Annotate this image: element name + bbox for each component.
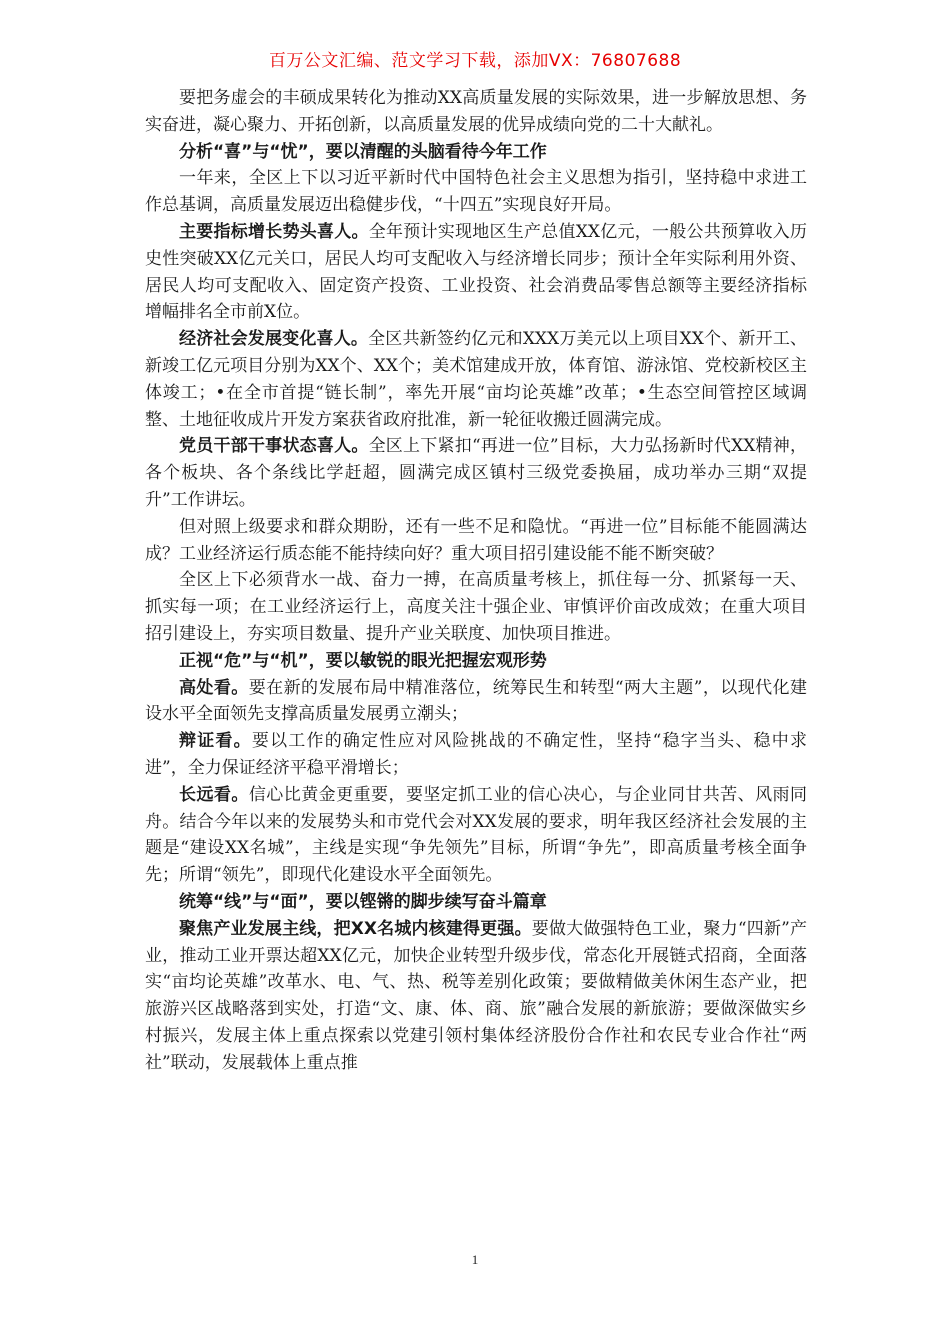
section-heading: 正视“危”与“机”，要以敏锐的眼光把握宏观形势	[179, 650, 547, 671]
paragraph-text: 信心比黄金更重要，要坚定抓工业的信心决心，与企业同甘共苦、风雨同舟。结合今年以来的发展势头和市党代会对XX发展的要求，明年我区经济社会发展的主题是“建设XX名城”，主线是实现“争先领先”目标，所谓“争先”，即高质量考核全面争先；所谓“领先”，即现代化建设水平全面领先。	[145, 784, 808, 886]
paragraph	[145, 85, 807, 139]
paragraph	[145, 219, 807, 326]
paragraph-lead: 经济社会发展变化喜人。	[179, 329, 369, 350]
paragraph-text: 要把务虚会的丰硕成果转化为推动XX高质量发展的实际效果，进一步解放思想、务实奋进，凝心聚力、开拓创新，以高质量发展的优异成绩向党的二十大献礼。	[145, 88, 807, 135]
page-number: 1	[471, 1252, 479, 1267]
paragraph-lead: 长远看。	[179, 784, 249, 805]
paragraph-text: 全区上下紧扣“再进一位”目标，大力弘扬新时代XX精神，各个板块、各个条线比学赶超，圆满完成区镇村三级党委换届，成功举办三期“双提升”工作讲坛。	[145, 436, 808, 510]
paragraph-text: 但对照上级要求和群众期盼，还有一些不足和隐忧。“再进一位”目标能不能圆满达成？工业经济运行质态能不能持续向好？重大项目招引建设能不能不断突破？	[145, 516, 807, 564]
paragraph-lead: 辩证看。	[179, 731, 252, 752]
paragraph-lead: 聚焦产业发展主线，把XX名城内核建得更强。	[179, 918, 532, 939]
paragraph-lead: 高处看。	[179, 677, 249, 698]
paragraph-lead: 党员干部干事状态喜人。	[179, 436, 369, 457]
paragraph-text: 要做大做强特色工业，聚力“四新”产业，推动工业开票达超XX亿元，加快企业转型升级步伐，常态化开展链式招商，全面落实“亩均论英雄”改革水、电、气、热、税等差别化政策；要做精做美休闲生态产业，把旅游兴区战略落到实处，打造“文、康、体、商、旅”融合发展的新旅游；要做深做实乡村振兴，发展主体上重点探索以党建引领村集体经济股份合作社和农民专业合作社“两社”联动，发展载体上重点推	[145, 918, 807, 1073]
document-body	[145, 85, 807, 1076]
paragraph	[145, 165, 807, 219]
paragraph-text: 全区共新签约亿元和XXX万美元以上项目XX个、新开工、新竣工亿元项目分别为XX个、XX个；美术馆建成开放，体育馆、游泳馆、党校新校区主体竣工；•在全市首提“链长制”，率先开展“亩均论英雄”改革；•生态空间管控区域调整、土地征收成片开发方案获省政府批准，新一轮征收搬迁圆满完成。	[145, 329, 808, 430]
paragraph-text: 要以工作的确定性应对风险挑战的不确定性，坚持“稳字当头、稳中求进”，全力保证经济平稳平滑增长；	[145, 731, 807, 778]
paragraph-text: 要在新的发展布局中精准落位，统筹民生和转型“两大主题”，以现代化建设水平全面领先支撑高质量发展勇立潮头；	[145, 677, 807, 725]
paragraph-lead: 主要指标增长势头喜人。	[179, 221, 369, 242]
paragraph	[145, 433, 807, 513]
watermark-header: 百万公文汇编、范文学习下载，添加VX：76807688	[268, 51, 682, 71]
paragraph	[145, 728, 807, 782]
paragraph	[145, 567, 807, 647]
paragraph	[145, 514, 807, 568]
paragraph-text: 全年预计实现地区生产总值XX亿元，一般公共预算收入历史性突破XX亿元关口，居民人均可支配收入与经济增长同步；预计全年实际利用外资、居民人均可支配收入、固定资产投资、工业投资、社会消费品零售总额等主要经济指标增幅排名全市前X位。	[145, 221, 807, 323]
paragraph-text: 一年来，全区上下以习近平新时代中国特色社会主义思想为指引，坚持稳中求进工作总基调，高质量发展迈出稳健步伐，“十四五”实现良好开局。	[145, 168, 807, 216]
paragraph	[145, 326, 807, 433]
paragraph	[145, 782, 807, 889]
section-heading: 统筹“线”与“面”，要以铿锵的脚步续写奋斗篇章	[179, 891, 547, 912]
paragraph	[145, 916, 807, 1077]
paragraph-text: 全区上下必须背水一战、奋力一搏，在高质量考核上，抓住每一分、抓紧每一天、抓实每一项；在工业经济运行上，高度关注十强企业、审慎评价亩改成效；在重大项目招引建设上，夯实项目数量、提升产业关联度、加快项目推进。	[145, 570, 807, 644]
paragraph	[145, 675, 807, 729]
section-heading: 分析“喜”与“忧”，要以清醒的头脑看待今年工作	[179, 141, 547, 162]
